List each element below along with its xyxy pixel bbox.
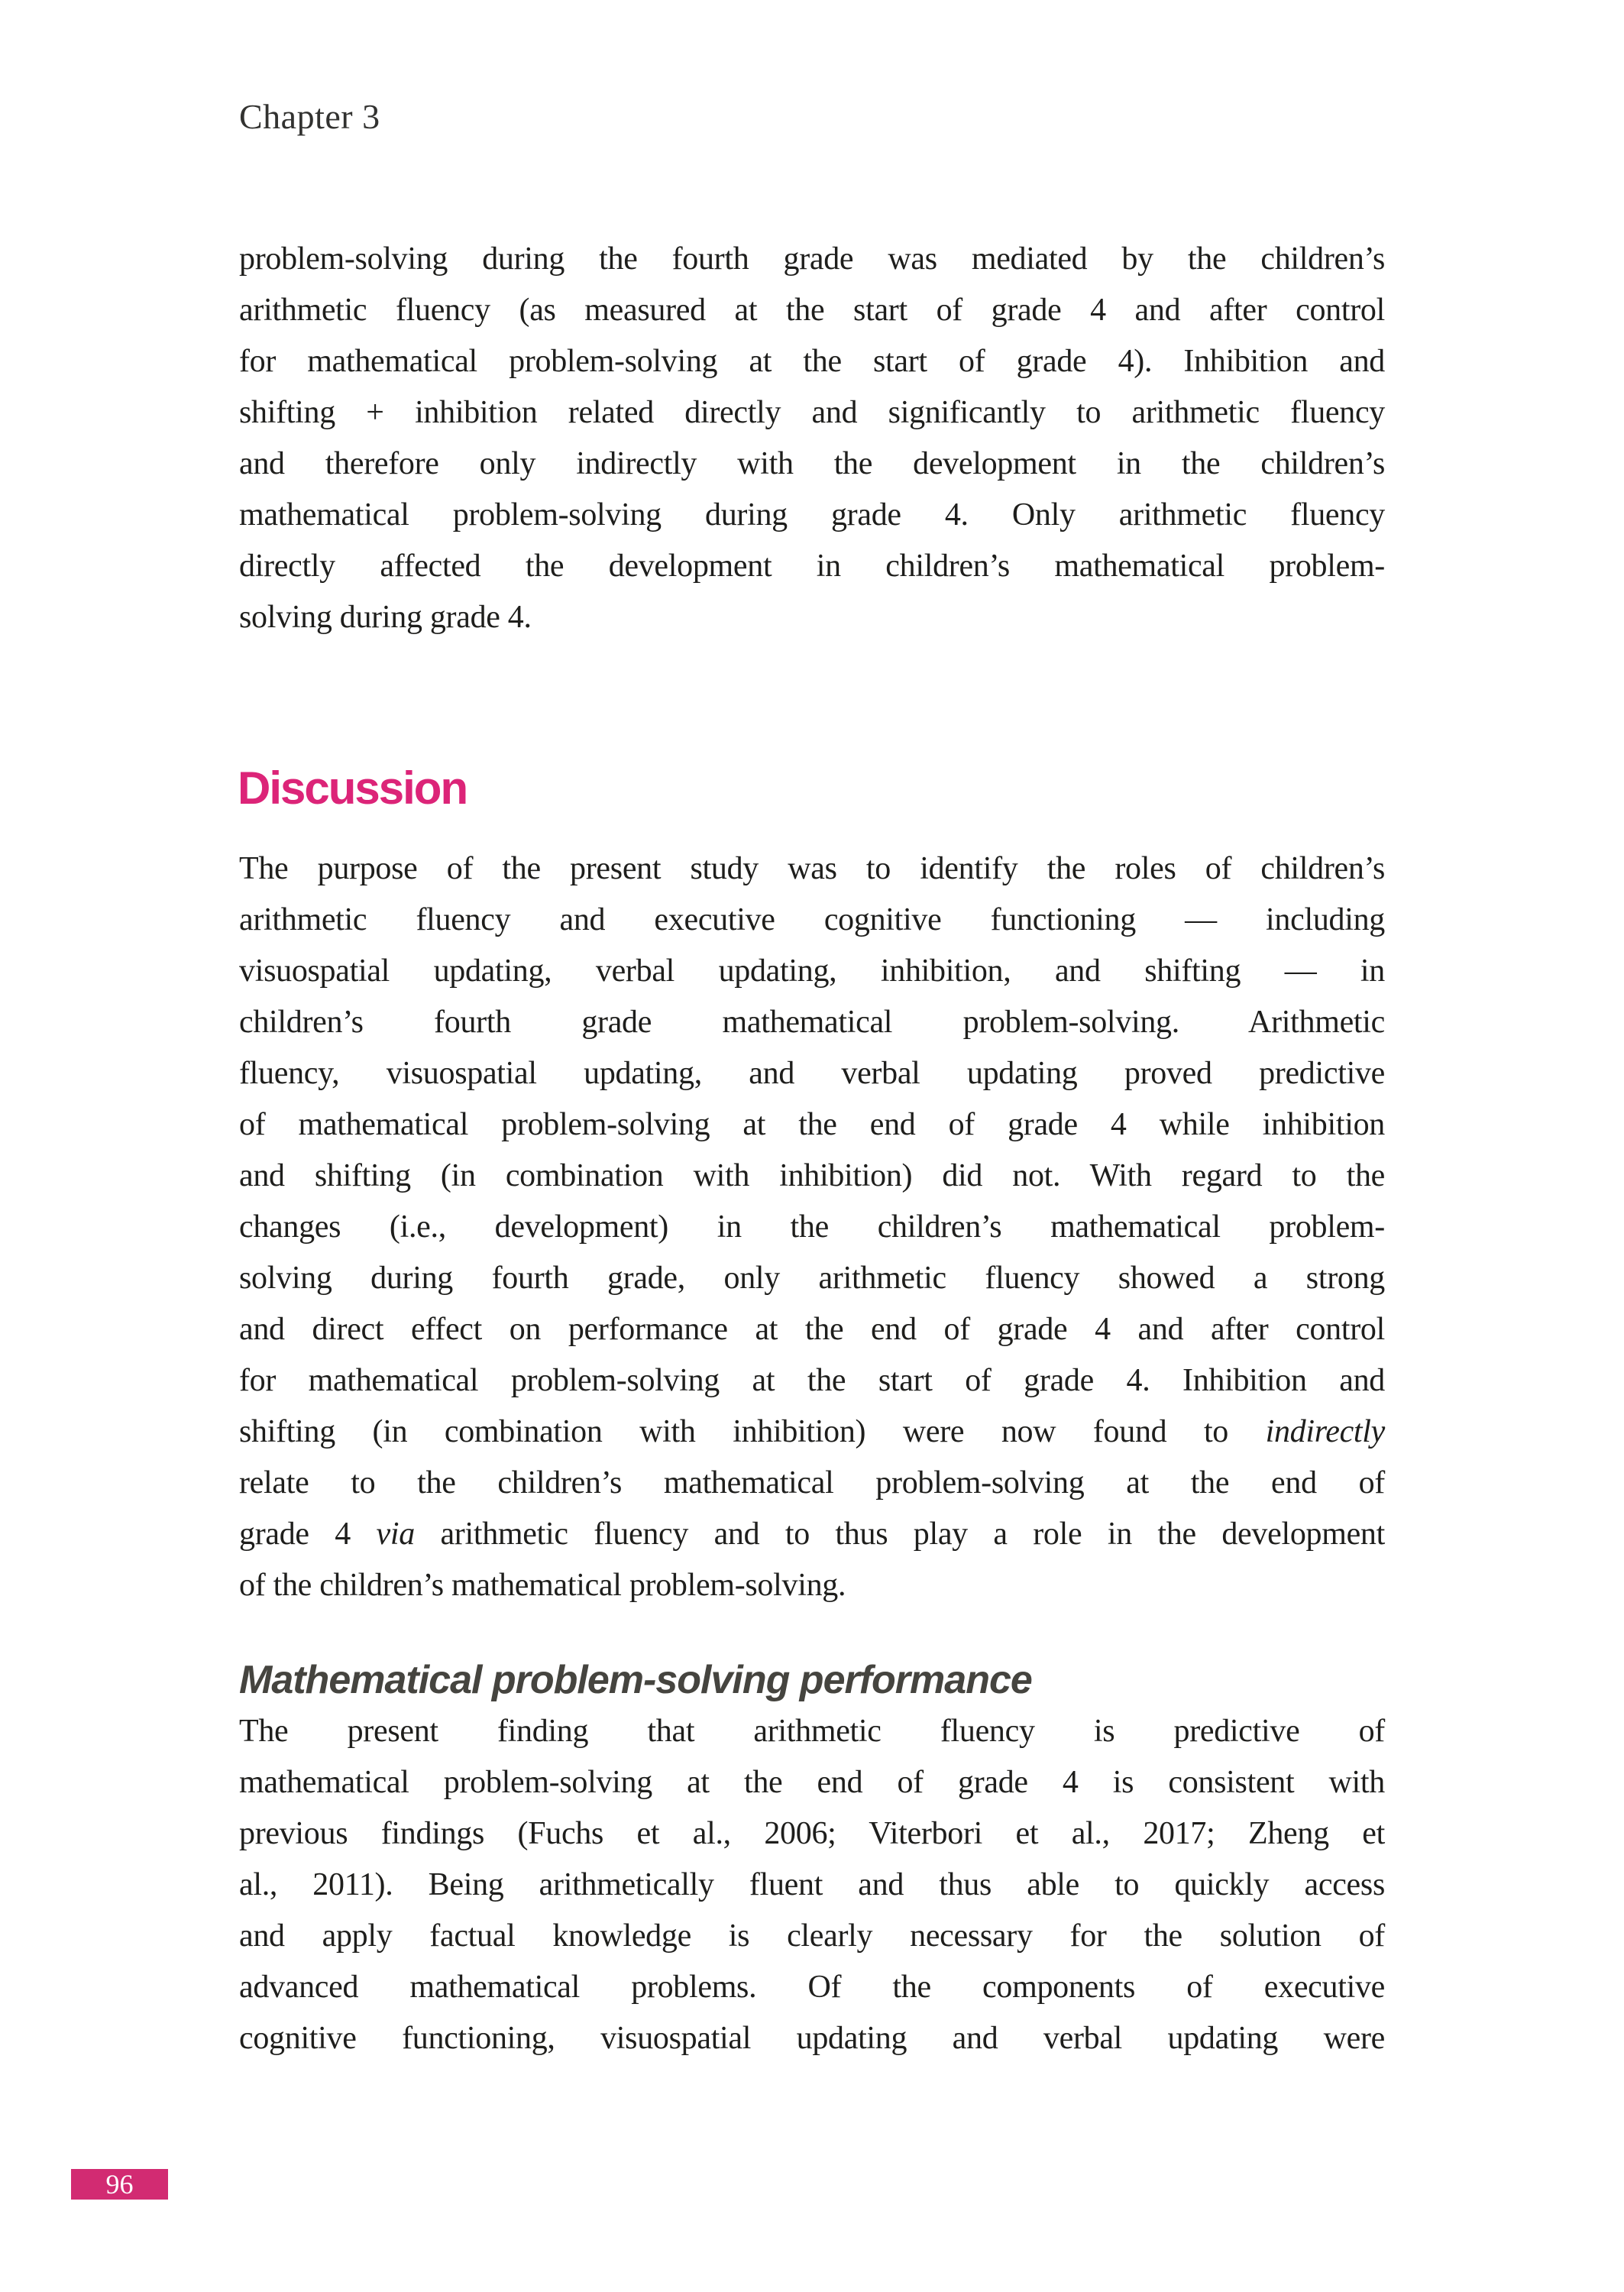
text-run: previous findings (Fuchs et al., 2006; Viterbori et al., 2017; Zheng et [239,1816,1385,1851]
text-line [239,541,1385,592]
text-line [239,1808,1385,1860]
text-run: advanced mathematical problems. Of the components of executive [239,1970,1385,2005]
text-run: for mathematical problem-solving at the start of grade 4. Inhibition and [239,1363,1385,1398]
text-line [239,1099,1385,1151]
emphasized-text: indirectly [1265,1414,1385,1449]
text-run: of the children’s mathematical problem-solving. [239,1568,846,1603]
text-line [239,843,1385,895]
text-run: arithmetic fluency (as measured at the start of grade 4 and after control [239,293,1385,328]
paragraph-intro [239,234,1385,643]
text-line [239,895,1385,946]
paragraph-discussion [239,843,1385,1611]
text-run: mathematical problem-solving during grade 4. Only arithmetic fluency [239,497,1385,533]
text-line [239,1355,1385,1407]
text-line [239,1304,1385,1355]
text-run: mathematical problem-solving at the end of grade 4 is consistent with [239,1765,1385,1800]
text-run: grade 4 [239,1517,377,1552]
emphasized-text: via [376,1517,415,1552]
text-line [239,946,1385,997]
text-run: for mathematical problem-solving at the start of grade 4). Inhibition and [239,344,1385,379]
text-run: visuospatial updating, verbal updating, inhibition, and shifting — in [239,953,1385,989]
text-line [239,1911,1385,1962]
text-line [239,1860,1385,1911]
text-line [239,1757,1385,1808]
text-line [239,1509,1385,1560]
text-line [239,234,1385,285]
text-line [239,1253,1385,1304]
text-run: solving during grade 4. [239,600,532,635]
running-header: Chapter 3 [239,97,380,136]
text-line [239,1706,1385,1757]
text-line [239,592,1385,643]
text-run: cognitive functioning, visuospatial updating and verbal updating were [239,2021,1385,2056]
text-line [239,1048,1385,1099]
section-heading-discussion: Discussion [238,762,467,814]
text-run: shifting + inhibition related directly and significantly to arithmetic fluency [239,395,1385,430]
text-run: solving during fourth grade, only arithmetic fluency showed a strong [239,1261,1385,1296]
page-number-badge [71,2169,168,2200]
text-run: changes (i.e., development) in the children’s mathematical problem- [239,1209,1385,1245]
text-run: fluency, visuospatial updating, and verbal updating proved predictive [239,1056,1385,1091]
text-run: directly affected the development in children’s mathematical problem- [239,549,1385,584]
text-line [239,1202,1385,1253]
text-line [239,1458,1385,1509]
text-line [239,387,1385,439]
text-line [239,1407,1385,1458]
text-line [239,2013,1385,2064]
text-line [239,490,1385,541]
text-run: and apply factual knowledge is clearly necessary for the solution of [239,1918,1385,1954]
text-run: relate to the children’s mathematical problem-solving at the end of [239,1465,1385,1500]
subsection-mathematical-problem-solving [239,1655,1385,2064]
subsection-heading: Mathematical problem-solving performance [239,1658,1032,1702]
text-run: and therefore only indirectly with the development in the children’s [239,446,1385,481]
paragraph-subsection [239,1706,1385,2064]
text-run: children’s fourth grade mathematical problem-solving. Arithmetic [239,1005,1385,1040]
text-run: arithmetic fluency and to thus play a role in the development [414,1517,1385,1552]
text-line [239,1962,1385,2013]
text-line [239,285,1385,336]
text-run: shifting (in combination with inhibition) were now found to [239,1414,1266,1449]
text-run: and shifting (in combination with inhibition) did not. With regard to the [239,1158,1385,1193]
text-run: al., 2011). Being arithmetically fluent and thus able to quickly access [239,1867,1385,1902]
text-run: arithmetic fluency and executive cognitive functioning — including [239,902,1385,937]
page-number: 96 [105,2169,134,2200]
text-line [239,1151,1385,1202]
text-run: The present finding that arithmetic fluency is predictive of [239,1714,1385,1749]
text-line [239,1560,1385,1611]
text-line [239,336,1385,387]
text-run: of mathematical problem-solving at the end of grade 4 while inhibition [239,1107,1385,1142]
text-run: The purpose of the present study was to identify the roles of children’s [239,851,1385,886]
text-run: and direct effect on performance at the end of grade 4 and after control [239,1312,1385,1347]
text-line [239,439,1385,490]
text-run: problem-solving during the fourth grade was mediated by the children’s [239,241,1385,277]
text-line [239,997,1385,1048]
